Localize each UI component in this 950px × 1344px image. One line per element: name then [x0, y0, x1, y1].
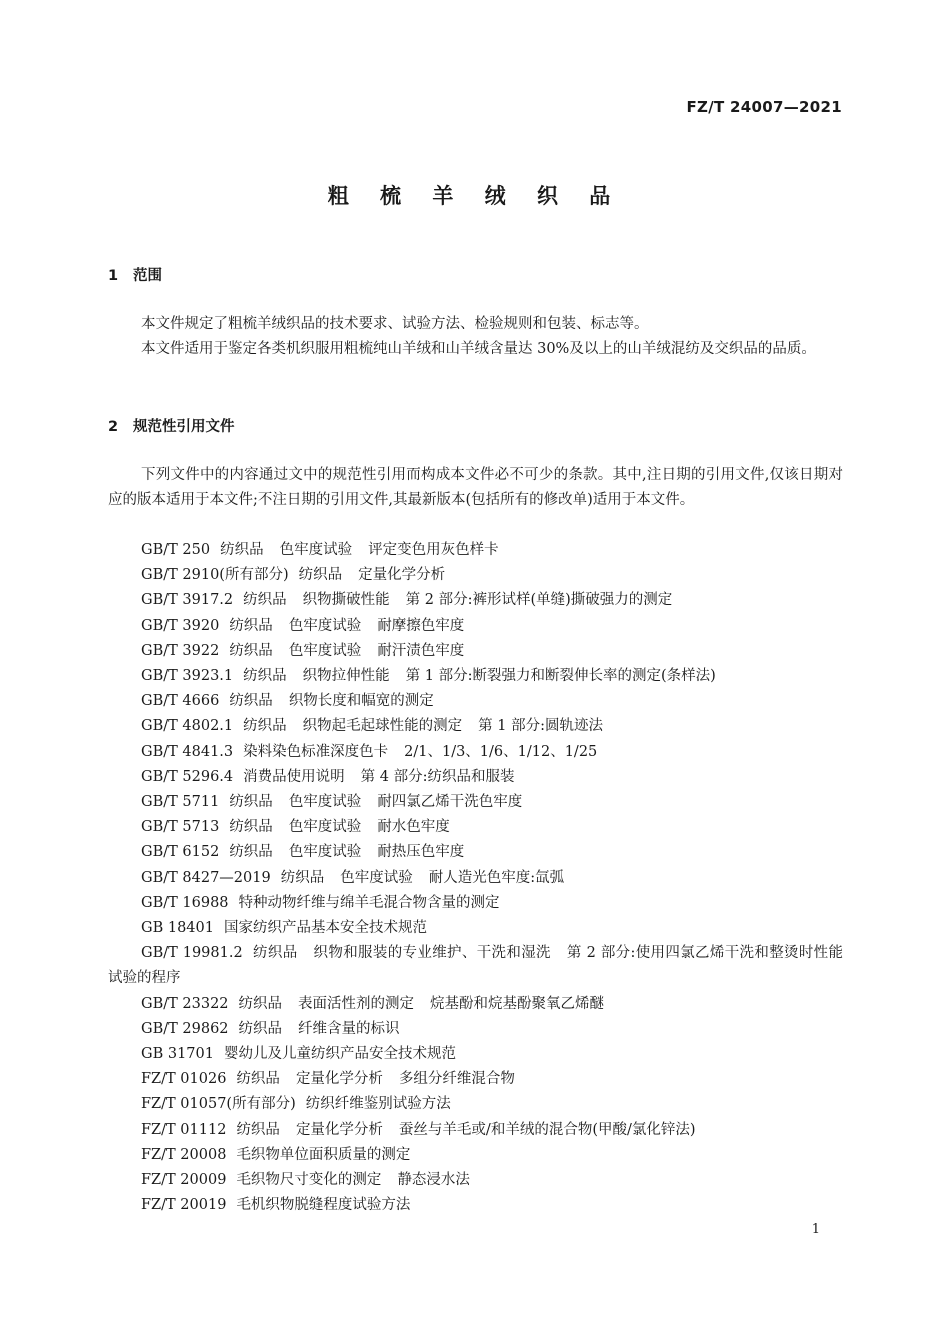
reference-item: [108, 563, 843, 588]
reference-title-part: 色牢度试验: [288, 819, 362, 836]
reference-code: GB/T 3917.2: [141, 592, 234, 609]
reference-code: GB/T 29862: [141, 1020, 229, 1037]
reference-item: [108, 1118, 843, 1143]
section-2-intro: 下列文件中的内容通过文中的规范性引用而构成本文件必不可少的条款。其中,注日期的引用文件,仅该日期对应的版本适用于本文件;不注日期的引用文件,其最新版本(包括所有的修改单)适用于本文件。: [108, 467, 843, 508]
reference-code: GB/T 2910(所有部分): [141, 567, 289, 584]
reference-item: [108, 840, 843, 865]
reference-code: FZ/T 01026: [141, 1071, 227, 1088]
reference-title-part: 国家纺织产品基本安全技术规范: [223, 920, 427, 937]
reference-title-part: 定量化学分析: [358, 567, 446, 584]
reference-code: GB/T 23322: [141, 995, 229, 1012]
reference-title-part: 烷基酚和烷基酚聚氧乙烯醚: [430, 995, 605, 1012]
reference-code: GB 18401: [141, 920, 214, 937]
reference-title-part: 织物和服装的专业维护、干洗和湿洗: [313, 945, 551, 962]
reference-item: [108, 1042, 843, 1067]
section-1-title: 范围: [133, 268, 162, 284]
reference-title-part: 耐水色牢度: [377, 819, 450, 836]
reference-item: [108, 916, 843, 941]
reference-title-part: 耐汗渍色牢度: [377, 642, 465, 659]
reference-title-part: 织物拉伸性能: [302, 668, 390, 685]
section-1-paragraph-1: 本文件规定了粗梳羊绒织品的技术要求、试验方法、检验规则和包装、标志等。: [141, 316, 649, 332]
reference-title-part: 纺织品: [238, 995, 283, 1012]
reference-code: GB/T 5711: [141, 794, 220, 811]
section-1-paragraph-2: 本文件适用于鉴定各类机织服用粗梳纯山羊绒和山羊绒含量达 30%及以上的山羊绒混纺及交织品的品质。: [141, 341, 816, 357]
reference-title-part: 纺织品: [236, 1121, 280, 1138]
reference-title-part: 纺织品: [238, 1020, 283, 1037]
reference-title-part: 特种动物纤维与绵羊毛混合物含量的测定: [238, 894, 500, 911]
reference-item: [108, 815, 843, 840]
reference-item: [108, 740, 843, 765]
reference-title-part: 耐四氯乙烯干洗色牢度: [377, 794, 523, 811]
reference-code: GB/T 5296.4: [141, 768, 234, 785]
reference-code: GB/T 5713: [141, 819, 220, 836]
reference-item: [108, 1193, 843, 1218]
reference-title-part: 纺织品: [229, 642, 273, 659]
reference-item: [108, 1017, 843, 1042]
reference-item: [108, 941, 843, 991]
reference-list: [108, 538, 843, 1218]
reference-title-part: 纺织品: [252, 945, 298, 962]
reference-item: [108, 1067, 843, 1092]
reference-code: FZ/T 01112: [141, 1121, 227, 1138]
reference-item: [108, 639, 843, 664]
reference-title-part: 毛机织物脱缝程度试验方法: [236, 1197, 411, 1214]
reference-title-part: 纺织品: [229, 617, 273, 634]
reference-item: [108, 1143, 843, 1168]
reference-title-part: 婴幼儿及儿童纺织产品安全技术规范: [223, 1046, 456, 1063]
reference-title-part: 纺织品: [229, 844, 273, 861]
reference-title-part: 耐摩擦色牢度: [377, 617, 465, 634]
reference-title-part: 染料染色标准深度色卡: [243, 743, 389, 760]
reference-title-part: 第 2 部分:裤形试样(单缝)撕破强力的测定: [405, 592, 673, 609]
section-1-number: 1: [108, 268, 119, 284]
section-1-heading: [108, 264, 162, 285]
reference-title-part: 耐人造光色牢度:氙弧: [428, 869, 565, 886]
reference-title-part: 2/1、1/3、1/6、1/12、1/25: [404, 743, 598, 760]
reference-item: [108, 891, 843, 916]
reference-code: GB/T 6152: [141, 844, 220, 861]
reference-title-part: 评定变色用灰色样卡: [368, 542, 499, 558]
reference-title-part: 色牢度试验: [288, 617, 362, 634]
reference-title-part: 纺织品: [298, 567, 343, 584]
reference-title-part: 毛织物尺寸变化的测定: [236, 1172, 382, 1189]
reference-code: GB/T 8427—2019: [141, 869, 271, 886]
reference-code: GB/T 3920: [141, 617, 220, 634]
reference-item: [108, 992, 843, 1017]
reference-item: [108, 588, 843, 613]
reference-code: FZ/T 20008: [141, 1146, 227, 1163]
reference-item: [108, 1168, 843, 1193]
reference-title-part: 色牢度试验: [288, 642, 362, 659]
reference-code: FZ/T 20009: [141, 1172, 227, 1189]
reference-code: FZ/T 01057(所有部分): [141, 1096, 296, 1113]
reference-item: [108, 765, 843, 790]
reference-item: [108, 866, 843, 891]
reference-item: [108, 689, 843, 714]
reference-title-part: 第 2 部分:使用四氯乙烯干洗和整烫时性能试验的程序: [108, 945, 844, 987]
reference-code: GB/T 3923.1: [141, 668, 234, 685]
section-2-title: 规范性引用文件: [133, 419, 235, 435]
reference-title-part: 表面活性剂的测定: [298, 995, 415, 1012]
page-number: 1: [811, 1222, 820, 1237]
reference-title-part: 织物撕破性能: [302, 592, 390, 609]
reference-item: [108, 664, 843, 689]
reference-code: GB/T 4841.3: [141, 743, 234, 760]
reference-title-part: 纺织品: [243, 718, 287, 735]
reference-code: GB 31701: [141, 1046, 214, 1063]
reference-code: GB/T 4666: [141, 693, 220, 710]
section-2-number: 2: [108, 419, 119, 435]
reference-title-part: 纺织品: [229, 693, 273, 710]
reference-item: [108, 1092, 843, 1117]
reference-title-part: 蚕丝与羊毛或/和羊绒的混合物(甲酸/氯化锌法): [398, 1121, 696, 1138]
reference-title-part: 纤维含量的标识: [298, 1020, 400, 1037]
reference-item: [108, 614, 843, 639]
reference-title-part: 色牢度试验: [288, 794, 362, 811]
reference-title-part: 织物起毛起球性能的测定: [302, 718, 463, 735]
reference-title-part: 织物长度和幅宽的测定: [288, 693, 434, 710]
reference-title-part: 纺织纤维鉴别试验方法: [305, 1096, 451, 1113]
reference-title-part: 纺织品: [243, 668, 287, 685]
reference-code: FZ/T 20019: [141, 1197, 227, 1214]
reference-code: GB/T 4802.1: [141, 718, 234, 735]
reference-code: GB/T 19981.2: [141, 945, 243, 962]
reference-title-part: 毛织物单位面积质量的测定: [236, 1146, 411, 1163]
reference-title-part: 多组分纤维混合物: [398, 1071, 515, 1088]
reference-code: GB/T 3922: [141, 642, 220, 659]
reference-title-part: 色牢度试验: [279, 542, 353, 558]
reference-title-part: 纺织品: [229, 794, 273, 811]
reference-item: [108, 538, 843, 563]
reference-title-part: 色牢度试验: [340, 869, 413, 886]
reference-title-part: 静态浸水法: [397, 1172, 470, 1189]
reference-title-part: 第 1 部分:断裂强力和断裂伸长率的测定(条样法): [405, 668, 716, 685]
reference-title-part: 消费品使用说明: [243, 768, 345, 785]
reference-title-part: 纺织品: [280, 869, 325, 886]
reference-title-part: 定量化学分析: [295, 1121, 383, 1138]
reference-title-part: 定量化学分析: [295, 1071, 383, 1088]
reference-title-part: 色牢度试验: [288, 844, 362, 861]
reference-title-part: 耐热压色牢度: [377, 844, 465, 861]
reference-title-part: 第 4 部分:纺织品和服装: [360, 768, 515, 785]
reference-title-part: 纺织品: [236, 1071, 280, 1088]
reference-title-part: 纺织品: [229, 819, 273, 836]
document-title: 粗 梳 羊 绒 织 品: [327, 184, 623, 208]
reference-title-part: 纺织品: [220, 542, 264, 558]
reference-code: GB/T 250: [141, 542, 211, 558]
reference-item: [108, 714, 843, 739]
reference-code: GB/T 16988: [141, 894, 229, 911]
reference-item: [108, 790, 843, 815]
standard-number: FZ/T 24007—2021: [686, 98, 842, 116]
reference-title-part: 纺织品: [243, 592, 287, 609]
reference-title-part: 第 1 部分:圆轨迹法: [478, 718, 603, 735]
section-2-heading: [108, 415, 235, 436]
